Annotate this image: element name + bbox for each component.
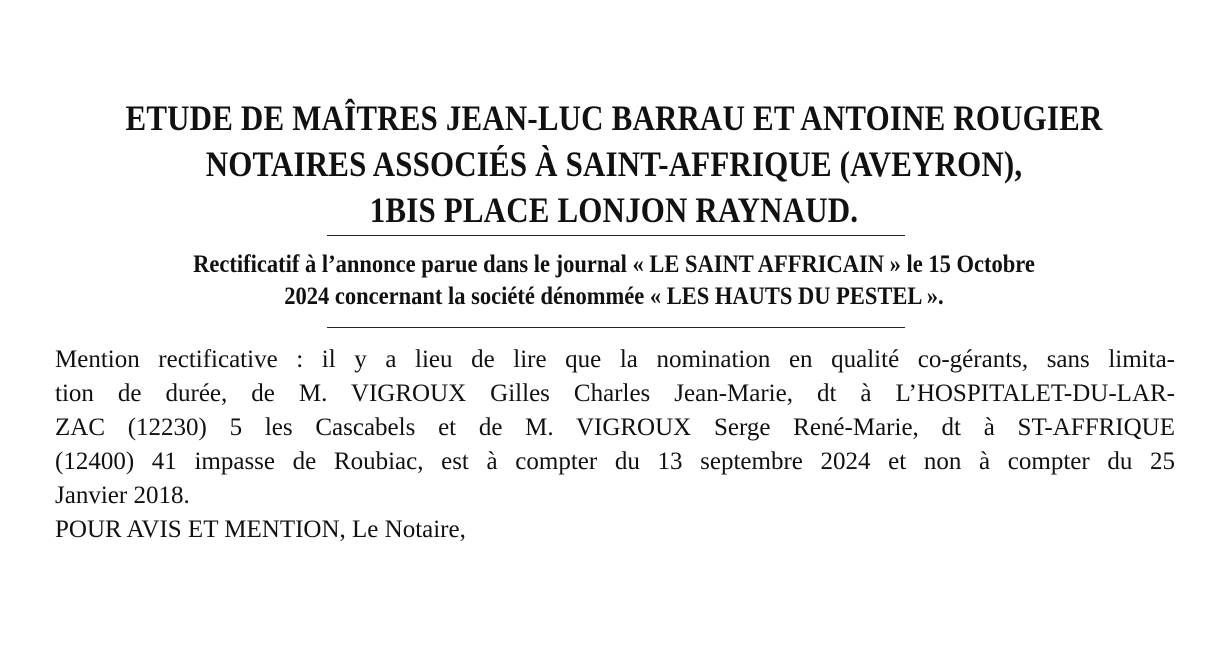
body-line-1: Mention rectificative : il y a lieu de lire que la nomination en qualité co-gérants, sans limita- — [55, 346, 1175, 373]
body-line-4: (12400) 41 impasse de Roubiac, est à compter du 13 septembre 2024 et non à compter du 25 — [55, 448, 1175, 475]
closing-line: POUR AVIS ET MENTION, Le Notaire, — [55, 516, 466, 543]
title-line-1: ETUDE DE MAÎTRES JEAN-LUC BARRAU ET ANTOINE ROUGIER — [125, 98, 1103, 138]
subtitle-line-1: Rectificatif à l’annonce parue dans le journal « LE SAINT AFFRICAIN » le 15 Octobre — [193, 251, 1035, 278]
body-line-2: tion de durée, de M. VIGROUX Gilles Charles Jean-Marie, dt à L’HOSPITALET-DU-LAR- — [55, 380, 1175, 407]
title-line-3: 1BIS PLACE LONJON RAYNAUD. — [369, 190, 859, 230]
subtitle-line-2: 2024 concernant la société dénommée « LES HAUTS DU PESTEL ». — [284, 283, 944, 310]
divider-top — [327, 235, 905, 236]
body-line-3: ZAC (12230) 5 les Cascabels et de M. VIGROUX Serge René-Marie, dt à ST-AFFRIQUE — [55, 414, 1175, 441]
divider-bottom — [327, 327, 905, 328]
body-line-5: Janvier 2018. — [55, 482, 190, 509]
notice-title — [0, 95, 1228, 233]
notice-body — [55, 343, 1175, 547]
title-line-2: NOTAIRES ASSOCIÉS À SAINT-AFFRIQUE (AVEYRON), — [205, 144, 1023, 184]
notice-subtitle — [0, 249, 1228, 313]
